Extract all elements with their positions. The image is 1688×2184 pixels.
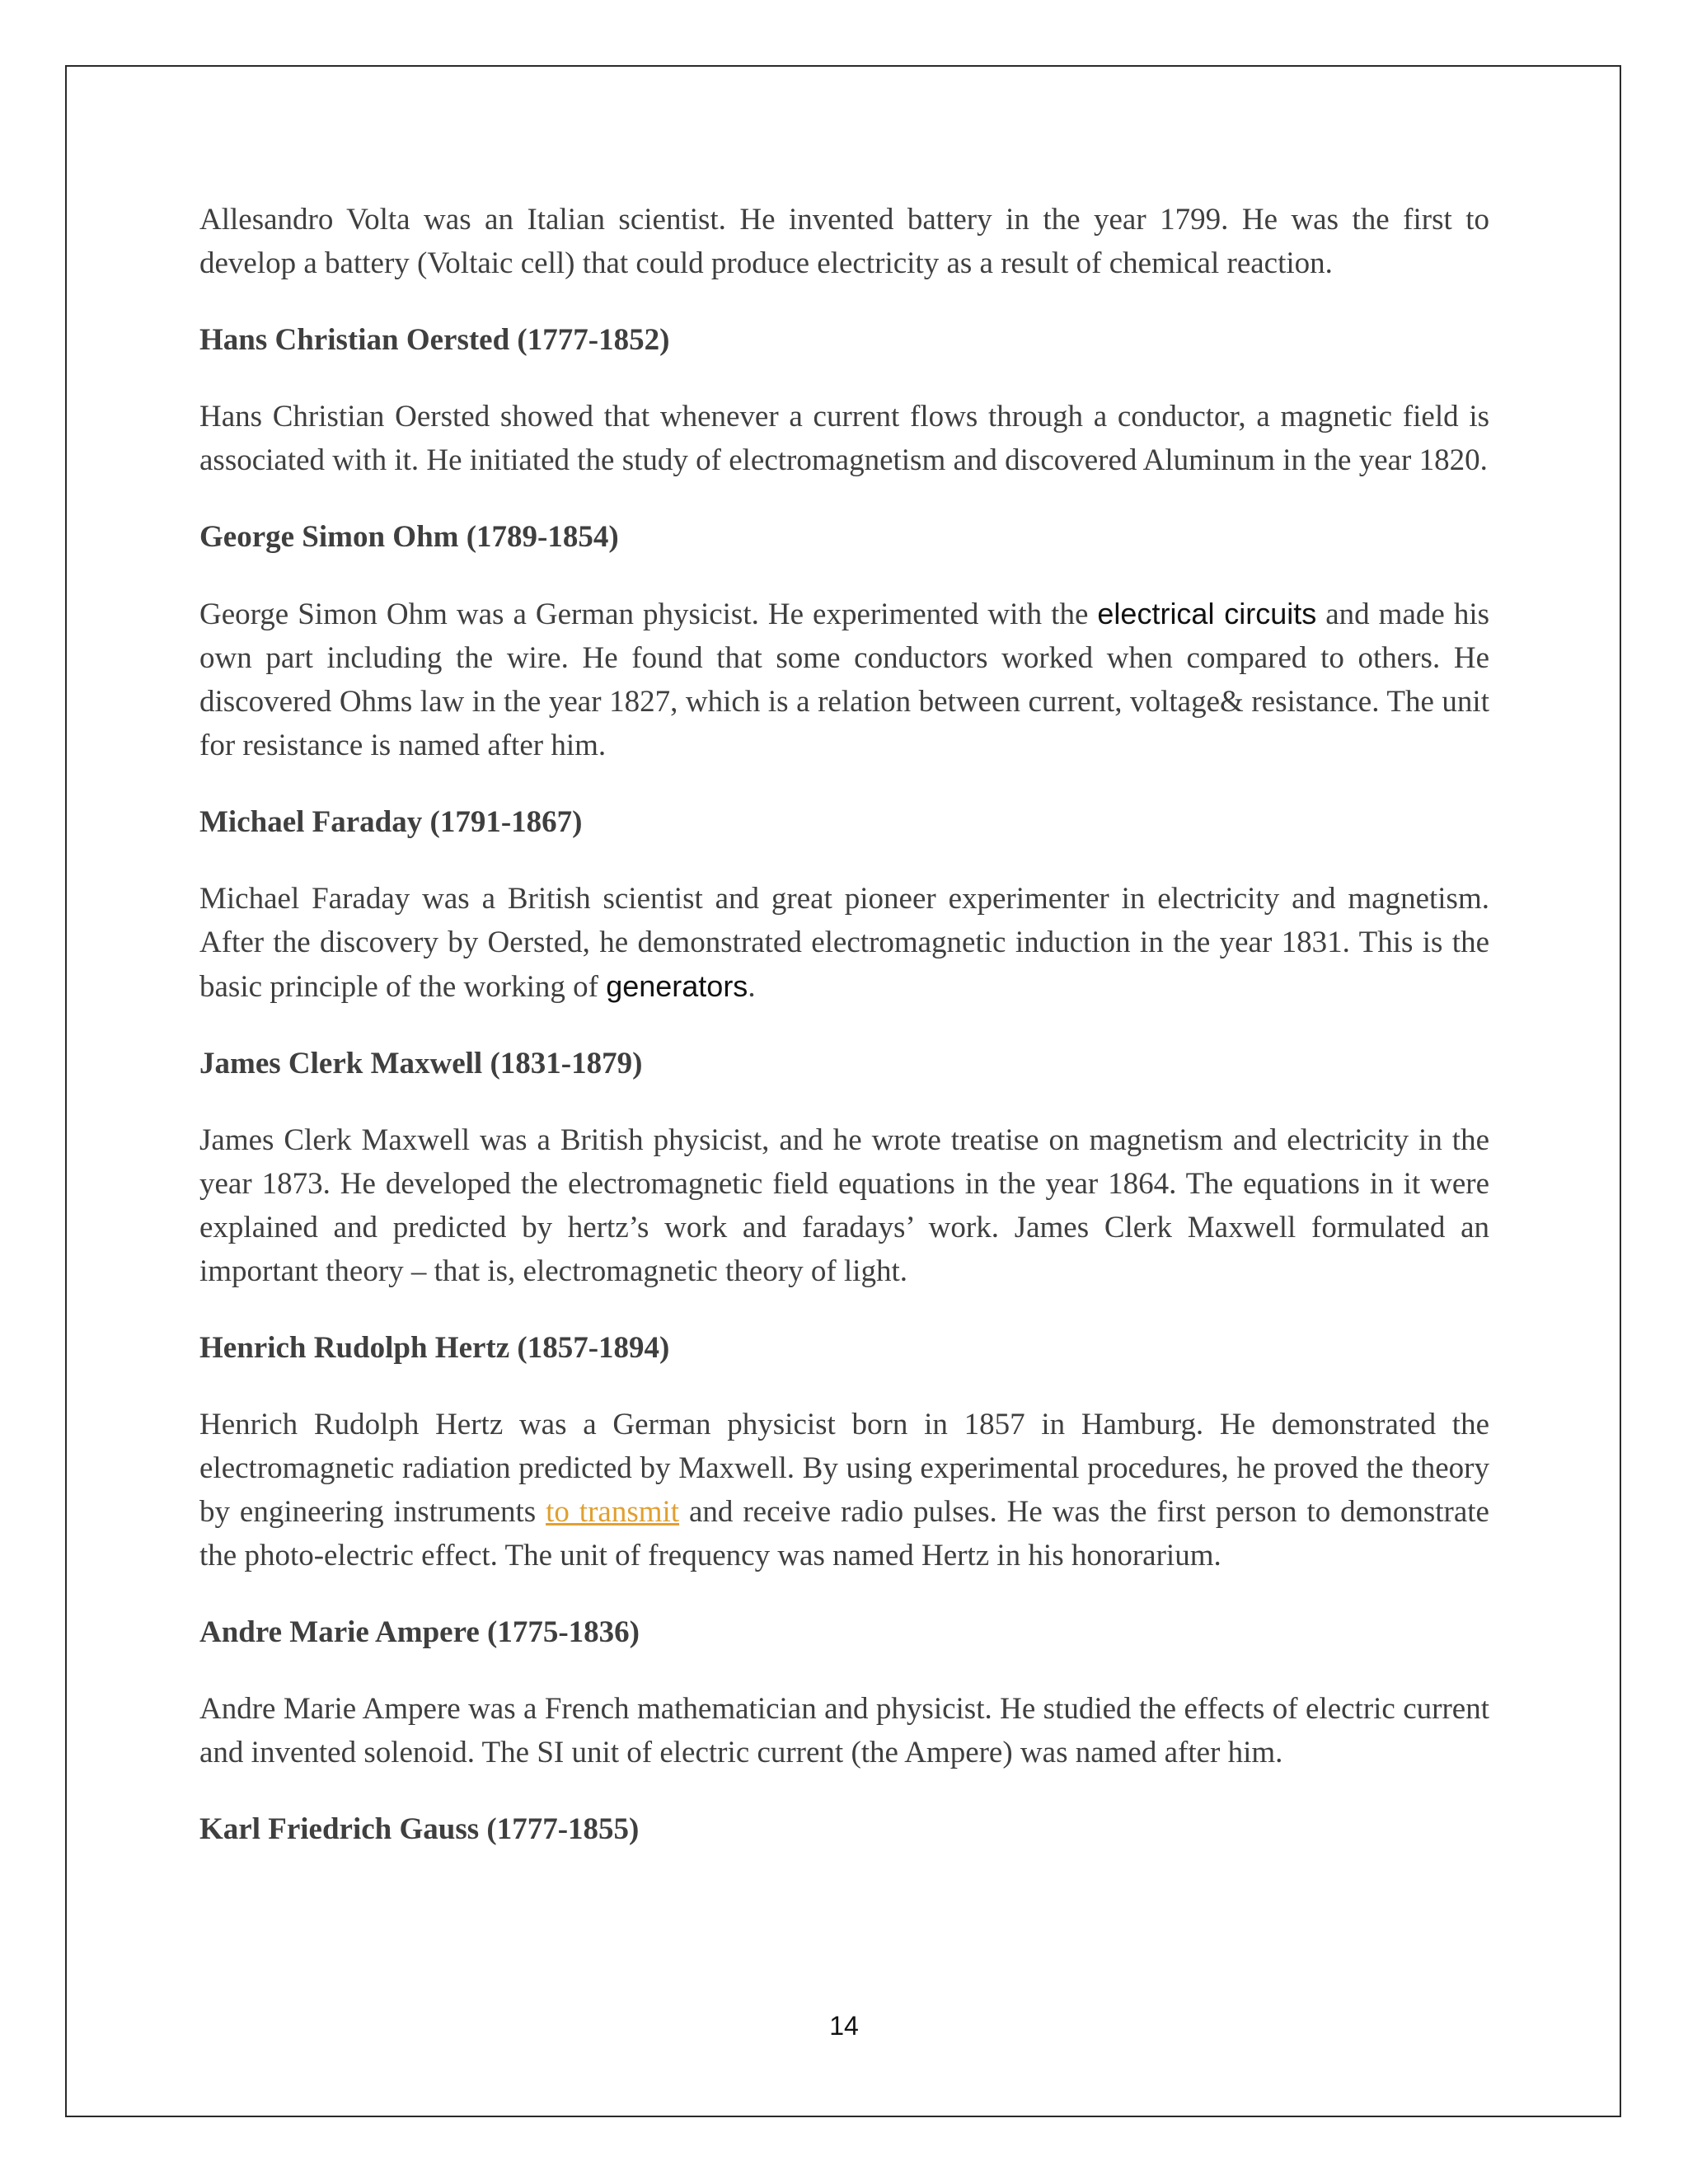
- ohm-text-end: and made his own part including the wire. He found that some conductors worked when compared to others. He discovered Ohms law in the year 1827, which is a relation between current, voltage& resistance. The unit for resistance is named after him.: [199, 598, 1489, 762]
- document-body: [199, 198, 1489, 1851]
- maxwell-heading: James Clerk Maxwell (1831-1879): [199, 1047, 643, 1080]
- maxwell-paragraph: James Clerk Maxwell was a British physicist, and he wrote treatise on magnetism and electricity in the year 1873. He developed the electromagnetic field equations in the year 1864. The equations in it were explained and predicted by hertz’s work and faradays’ work. James Clerk Maxwell formulated an important theory – that is, electromagnetic theory of light.: [199, 1123, 1489, 1288]
- faraday-text-start: Michael Faraday was a British scientist and great pioneer experimenter in electricity and magnetism. After the discovery by Oersted, he demonstrated electromagnetic induction in the year 1831. This is the basic principle of the working of: [199, 882, 1489, 1004]
- hertz-text-end: and receive radio pulses. He was the first person to demonstrate the photo-electric effect. The unit of frequency was named Hertz in his honorarium.: [199, 1495, 1489, 1572]
- faraday-text-end: .: [748, 970, 756, 1004]
- ohm-heading: George Simon Ohm (1789-1854): [199, 520, 619, 554]
- faraday-term-generators: generators: [606, 969, 748, 1003]
- hertz-paragraph: [199, 1403, 1489, 1577]
- faraday-paragraph: [199, 877, 1489, 1009]
- ohm-text-start: George Simon Ohm was a German physicist. He experimented with the: [199, 598, 1098, 631]
- ampere-paragraph: Andre Marie Ampere was a French mathematician and physicist. He studied the effects of electric current and invented solenoid. The SI unit of electric current (the Ampere) was named after him.: [199, 1692, 1489, 1769]
- hertz-link-to-transmit[interactable]: to transmit: [546, 1495, 680, 1529]
- oersted-heading: Hans Christian Oersted (1777-1852): [199, 323, 670, 357]
- oersted-paragraph: Hans Christian Oersted showed that whenever a current flows through a conductor, a magnetic field is associated with it. He initiated the study of electromagnetism and discovered Aluminum in the year 1820.: [199, 400, 1489, 477]
- faraday-heading: Michael Faraday (1791-1867): [199, 805, 583, 839]
- ohm-paragraph: [199, 592, 1489, 767]
- volta-paragraph: Allesandro Volta was an Italian scientist. He invented battery in the year 1799. He was the first to develop a battery (Voltaic cell) that could produce electricity as a result of chemical reaction.: [199, 203, 1489, 280]
- gauss-heading: Karl Friedrich Gauss (1777-1855): [199, 1812, 640, 1846]
- ohm-term-electrical-circuits: electrical circuits: [1097, 597, 1317, 630]
- hertz-heading: Henrich Rudolph Hertz (1857-1894): [199, 1331, 670, 1365]
- hertz-text-start: Henrich Rudolph Hertz was a German physicist born in 1857 in Hamburg. He demonstrated the electromagnetic radiation predicted by Maxwell. By using experimental procedures, he proved the theory by engineering instruments: [199, 1408, 1489, 1529]
- ampere-heading: Andre Marie Ampere (1775-1836): [199, 1615, 640, 1649]
- page-number: 14: [829, 2011, 859, 2041]
